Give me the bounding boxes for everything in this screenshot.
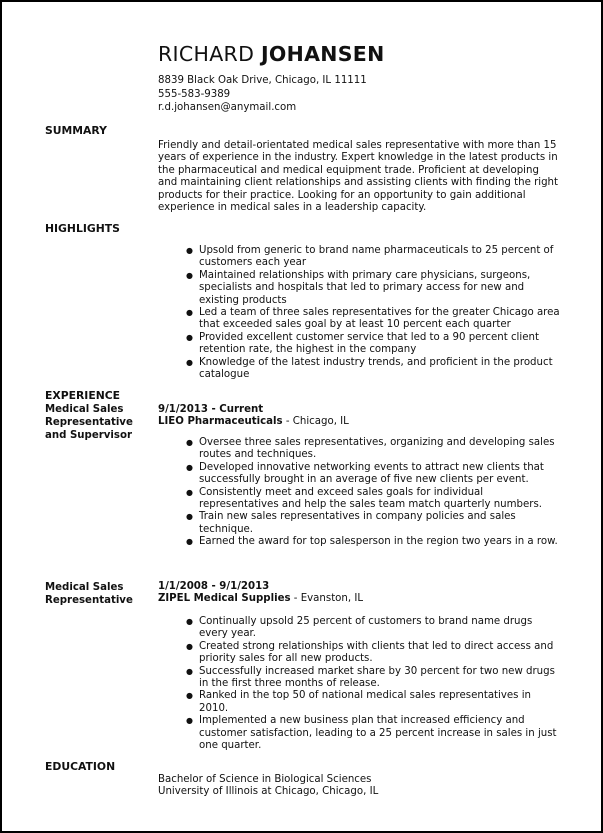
list-item: ● Train new sales representatives in company policies and sales technique. [186,511,560,536]
company-location: - Chicago, IL [282,416,349,428]
list-item: ● Ranked in the top 50 of national medical sales representatives in 2010. [186,690,560,715]
highlights-list [186,245,560,381]
job-employer [158,593,363,605]
summary-text: Friendly and detail-orientated medical sales representative with more than 15 years of experience in the industry. Expert knowledge in the latest products in the pharmaceutical and medical equipment trade. Proficient at developing and maintaining client relationships and assisting clients with finding the right products for their practice. Looking for an opportunity to gain additional experience in medical sales in a leadership capacity. [158,140,559,214]
job-dates: 9/1/2013 - Current [158,404,264,415]
degree: Bachelor of Science in Biological Sciences [158,774,372,785]
job-title: Medical Sales Representative [45,582,133,606]
education-heading: EDUCATION [45,760,116,773]
job-details [158,581,363,606]
job-bullets [186,616,560,752]
job-dates: 1/1/2008 - 9/1/2013 [158,581,270,592]
first-name: RICHARD [158,42,255,66]
address: 8839 Black Oak Drive, Chicago, IL 11111 [158,75,367,86]
list-item: ● Implemented a new business plan that increased efficiency and customer satisfaction, leading to a 25 percent increase in sales in just one quarter. [186,715,560,752]
company-name: ZIPEL Medical Supplies [158,593,291,605]
candidate-name [158,42,385,66]
education-details [158,774,378,799]
school: University of Illinois at Chicago, Chicago, IL [158,786,379,798]
contact-info [158,74,367,115]
list-item: ● Consistently meet and exceed sales goals for individual representatives and help the sales team match quarterly numbers. [186,487,560,512]
list-item: ● Created strong relationships with clients that led to direct access and priority sales for all new products. [186,641,560,666]
job-employer [158,416,349,428]
company-name: LIEO Pharmaceuticals [158,416,283,428]
list-item: ● Earned the award for top salesperson in the region two years in a row. [186,536,560,548]
highlights-heading: HIGHLIGHTS [45,222,120,235]
list-item: ● Maintained relationships with primary care physicians, surgeons, specialists and hospitals that led to primary access for new and existing products [186,270,560,307]
list-item: ● Continually upsold 25 percent of customers to brand name drugs every year. [186,616,560,641]
experience-heading: EXPERIENCE [45,389,121,402]
last-name: JOHANSEN [261,42,385,66]
list-item: ● Provided excellent customer service that led to a 90 percent client retention rate, the highest in the company [186,332,560,357]
phone: 555-583-9389 [158,88,231,100]
list-item: ● Oversee three sales representatives, organizing and developing sales routes and techniques. [186,437,560,462]
company-location: - Evanston, IL [290,593,364,605]
job-bullets [186,437,560,549]
list-item: ● Developed innovative networking events to attract new clients that successfully brought in an average of five new clients per event. [186,462,560,487]
list-item: ● Upsold from generic to brand name pharmaceuticals to 25 percent of customers each year [186,245,560,270]
list-item: ● Knowledge of the latest industry trends, and proficient in the product catalogue [186,357,560,382]
list-item: ● Successfully increased market share by 30 percent for two new drugs in the first three months of release. [186,666,560,691]
job-details [158,404,349,429]
job-title: Medical Sales Representative and Supervisor [45,404,133,441]
summary-heading: SUMMARY [45,124,107,137]
list-item: ● Led a team of three sales representatives for the greater Chicago area that exceeded sales goal by at least 10 percent each quarter [186,307,560,332]
email: r.d.johansen@anymail.com [158,102,297,113]
